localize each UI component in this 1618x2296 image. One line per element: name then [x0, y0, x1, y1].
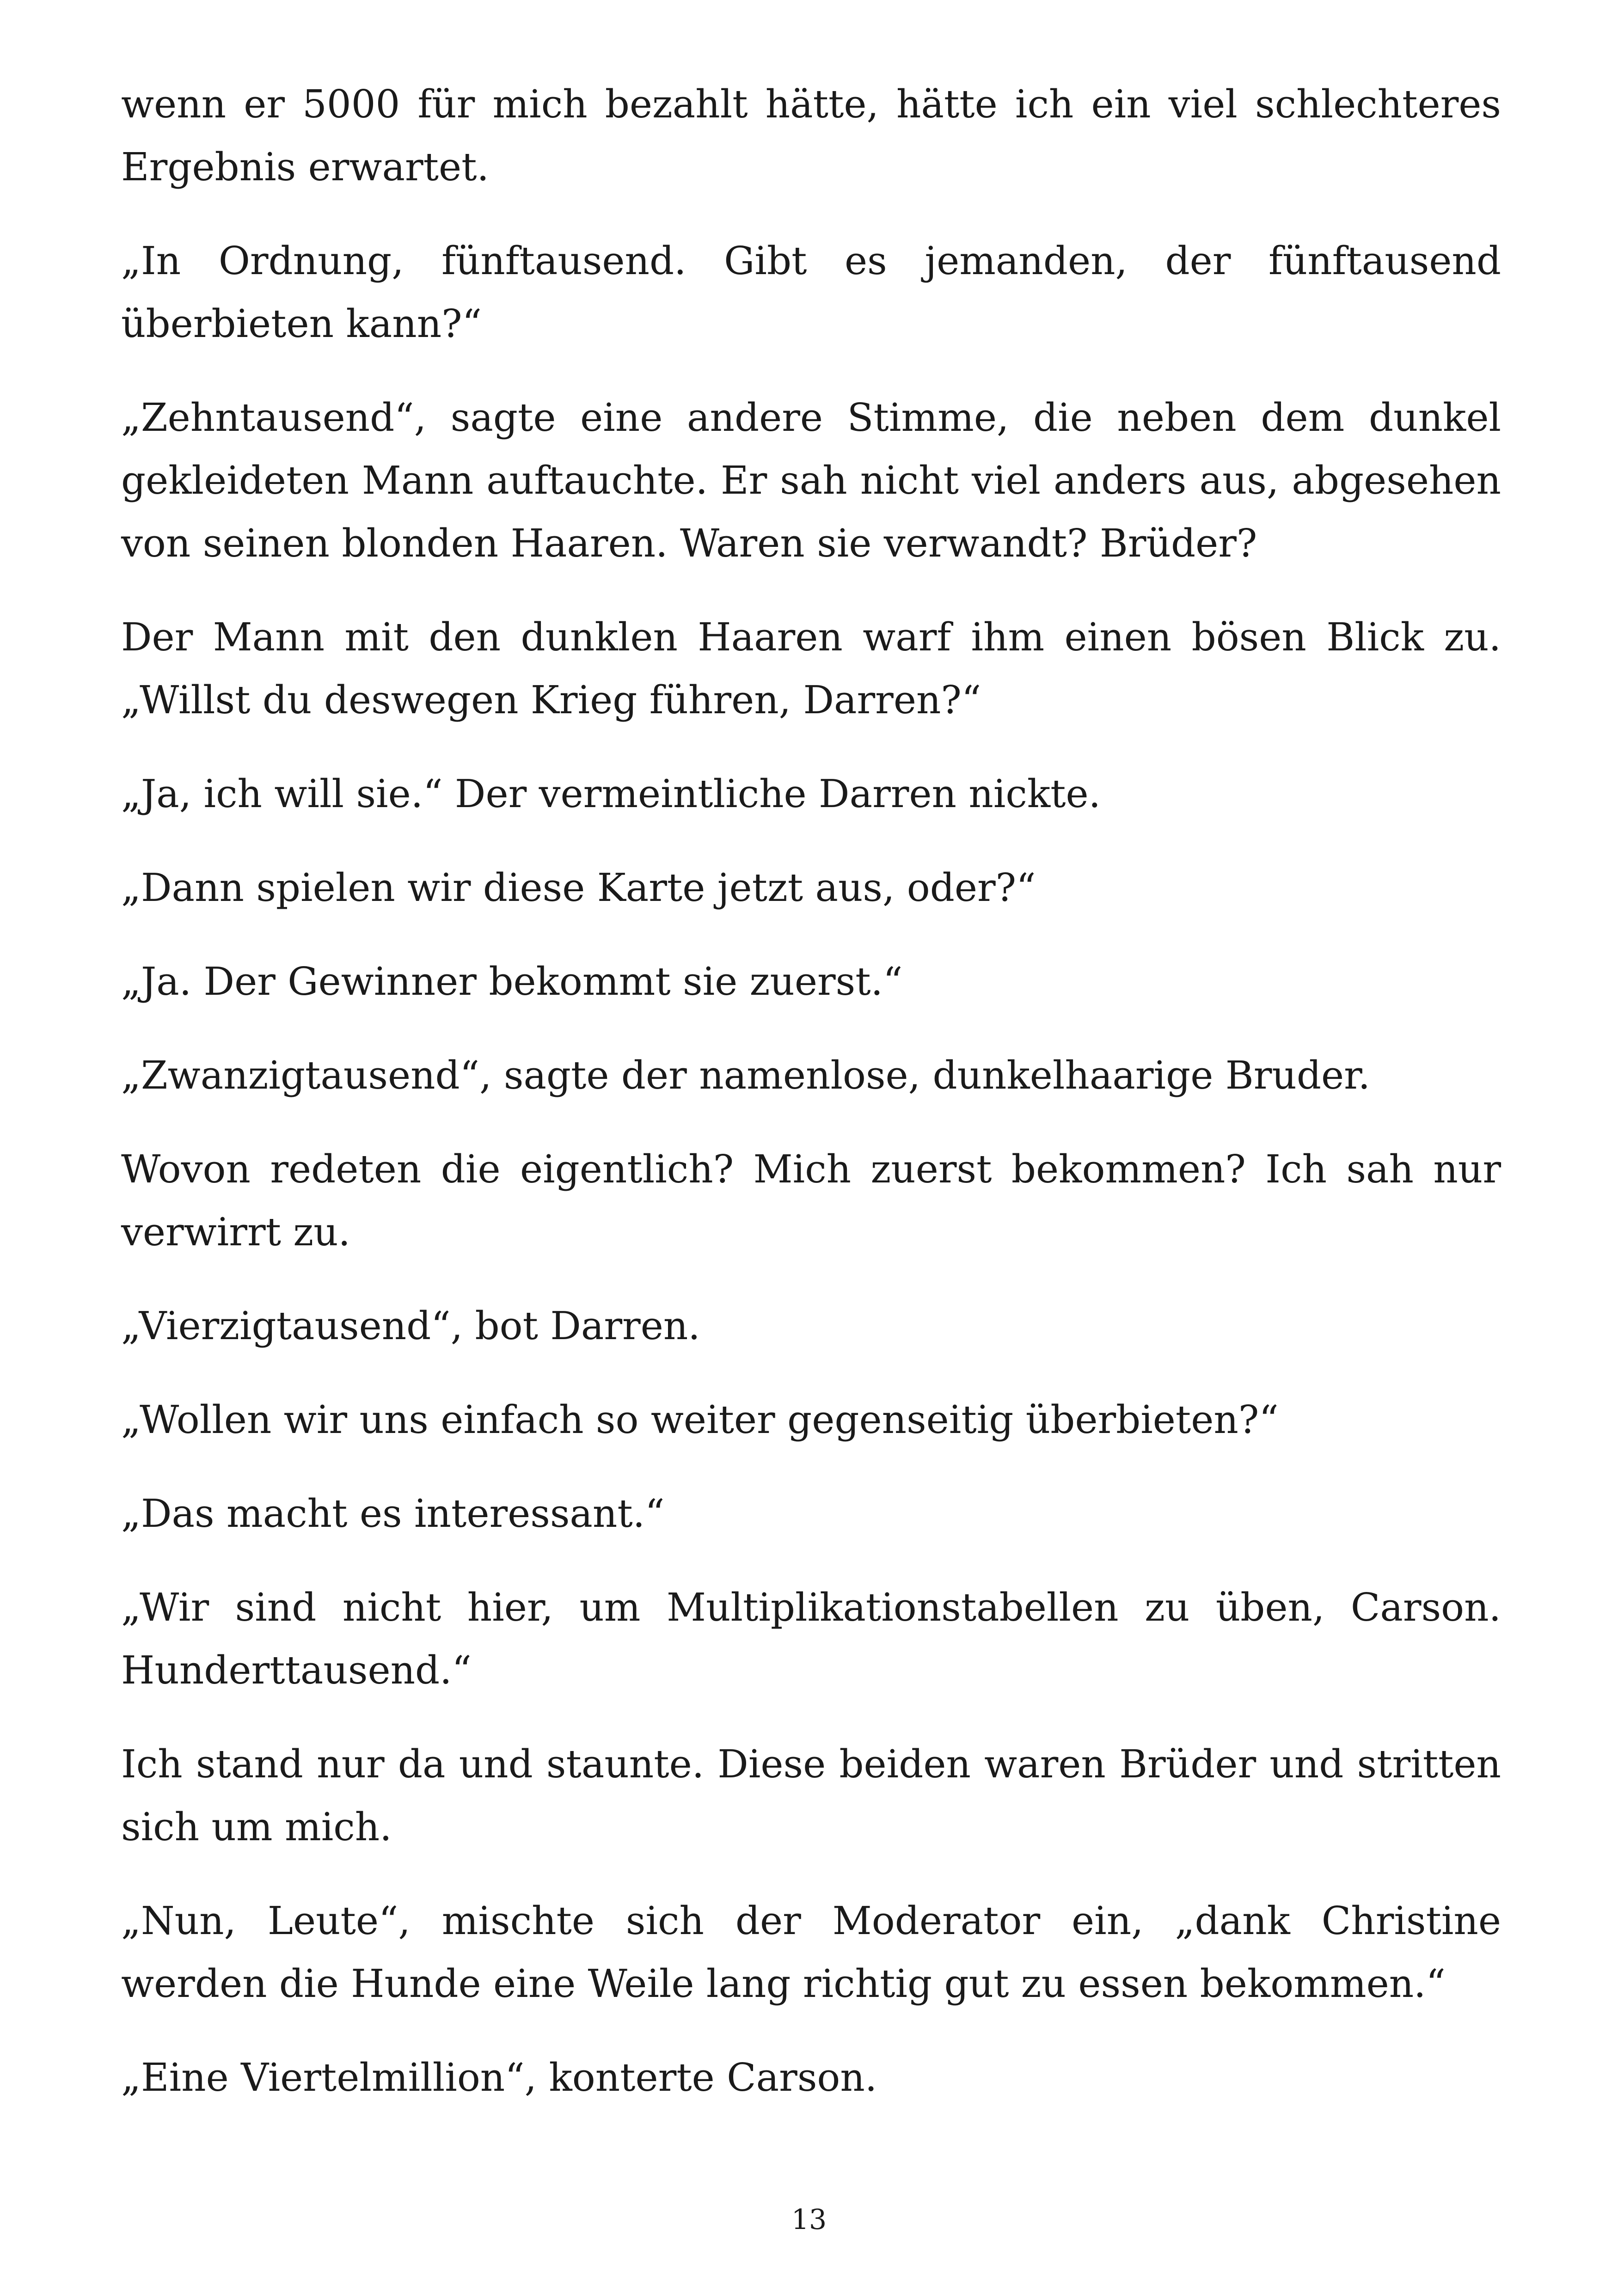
paragraph: „Ja. Der Gewinner bekommt sie zuerst.“	[121, 959, 903, 1004]
paragraph: „Wollen wir uns einfach so weiter gegenseitig überbieten?“	[121, 1397, 1279, 1442]
paragraph: „Zwanzigtausend“, sagte der namenlose, dunkelhaarige Bruder.	[121, 1053, 1371, 1098]
paragraph: „Vierzigtausend“, bot Darren.	[121, 1304, 700, 1348]
paragraph: „Zehntausend“, sagte eine andere Stimme, die neben dem dunkel gekleideten Mann auftauchte. Er sah nicht viel anders aus, abgesehen von seinen blonden Haaren. Waren sie verwandt? Brüder?	[121, 395, 1501, 566]
paragraph: Wovon redeten die eigentlich? Mich zuerst bekommen? Ich sah nur verwirrt zu.	[121, 1147, 1501, 1255]
paragraph: Ich stand nur da und staunte. Diese beiden waren Brüder und stritten sich um mich.	[121, 1742, 1501, 1849]
paragraph: „Eine Viertelmillion“, konterte Carson.	[121, 2055, 877, 2100]
paragraph: wenn er 5000 für mich bezahlt hätte, hätte ich ein viel schlechteres Ergebnis erwartet.	[121, 82, 1501, 190]
paragraph: „Dann spielen wir diese Karte jetzt aus, oder?“	[121, 865, 1036, 910]
paragraph: „In Ordnung, fünftausend. Gibt es jemanden, der fünftausend überbieten kann?“	[121, 239, 1501, 346]
page-number: 13	[791, 2204, 827, 2236]
paragraph: Der Mann mit den dunklen Haaren warf ihm einen bösen Blick zu. „Willst du deswegen Krieg führen, Darren?“	[121, 615, 1501, 722]
body-text	[121, 73, 1501, 2140]
paragraph: „Wir sind nicht hier, um Multiplikationstabellen zu üben, Carson. Hunderttausend.“	[121, 1585, 1501, 1693]
paragraph: „Das macht es interessant.“	[121, 1491, 665, 1536]
paragraph: „Ja, ich will sie.“ Der vermeintliche Darren nickte.	[121, 771, 1101, 816]
paragraph: „Nun, Leute“, mischte sich der Moderator ein, „dank Christine werden die Hunde eine Weile lang richtig gut zu essen bekommen.“	[121, 1898, 1501, 2006]
